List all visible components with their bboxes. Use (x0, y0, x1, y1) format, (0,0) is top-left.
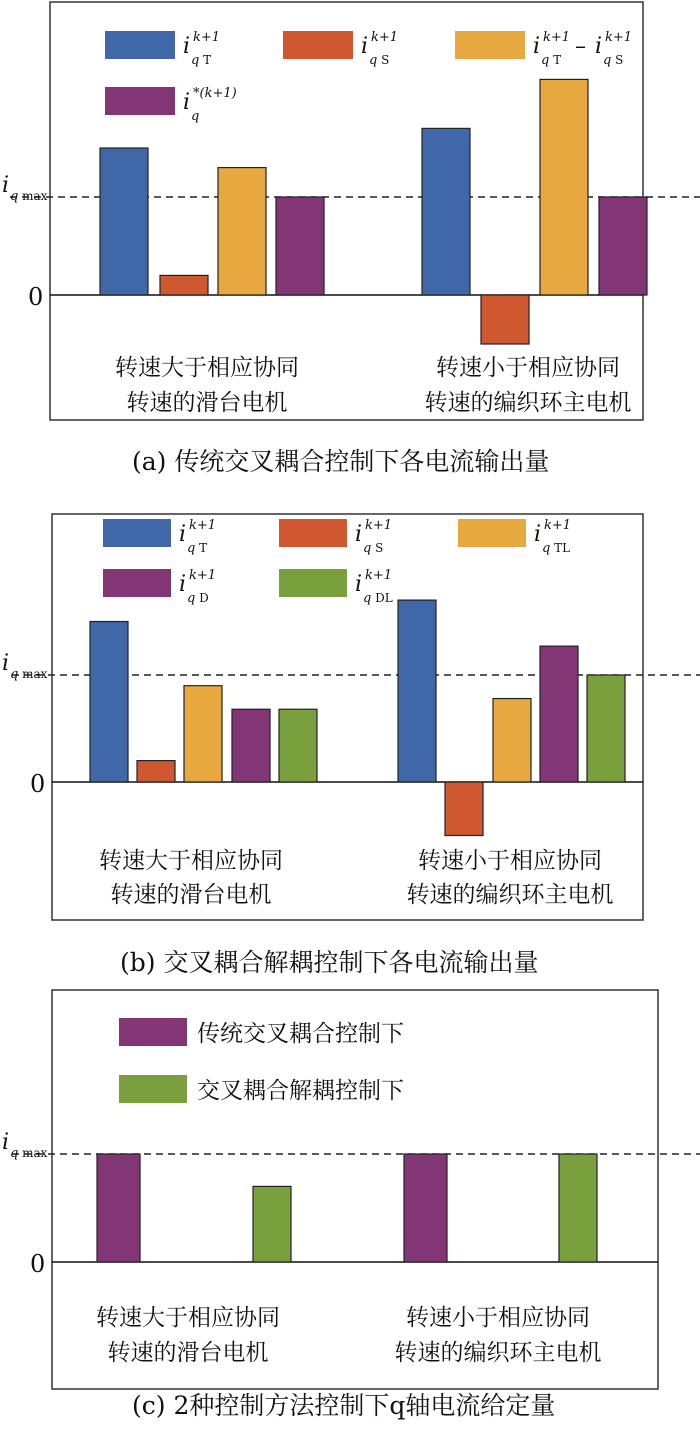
y-ref-sub-q: q (10, 667, 19, 682)
y-ref-sub-max: max (18, 189, 48, 203)
legend-math-sub (363, 591, 393, 606)
bar-blue-group1 (100, 148, 148, 295)
legend-minus: – (575, 34, 586, 59)
panel-caption: (c) 2种控制方法控制下q轴电流给定量 (132, 1391, 556, 1420)
legend-math-sup: k+1 (371, 30, 399, 45)
legend-math-sub (187, 541, 207, 556)
legend-math2-base: i (595, 34, 603, 59)
bar-purple-group1 (276, 197, 324, 295)
bar-orange-group1 (218, 168, 266, 295)
legend-math-sub (542, 541, 570, 556)
legend-math-sup: *(k+1) (193, 86, 237, 101)
bar-purple-group2 (404, 1154, 447, 1262)
legend-swatch-orange (455, 31, 525, 59)
legend-math-sub-var: q (542, 541, 551, 556)
group-label-line1: 转速大于相应协同 (115, 355, 299, 381)
bar-green-group1 (279, 709, 317, 782)
bar-orange-group2 (540, 79, 588, 295)
legend-math-sub (541, 53, 561, 68)
legend-math-base: i (179, 572, 187, 597)
y-ref-sub-max: max (18, 667, 48, 681)
y-ref-sub-q: q (10, 1146, 19, 1161)
y-ref-label-sub (10, 1146, 48, 1161)
bar-purple-group1 (97, 1154, 140, 1262)
legend-math-sub-txt: TL (550, 541, 571, 555)
group-label-line1: 转速小于相应协同 (406, 1305, 590, 1331)
bar-green-group2 (587, 675, 625, 782)
legend-math-base: i (179, 522, 187, 547)
legend-math-sub-txt: S (377, 53, 390, 67)
legend-math-sub-txt: DL (371, 591, 393, 605)
bar-orange-group1 (184, 686, 222, 782)
legend-math-sub-var: q (187, 591, 196, 606)
legend-swatch-blue (105, 31, 175, 59)
legend-math-sup: k+1 (189, 518, 217, 533)
legend-entry (119, 1075, 404, 1104)
legend-math-sup: k+1 (365, 568, 393, 583)
group-label-line1: 转速小于相应协同 (418, 848, 602, 874)
legend-entry (105, 30, 220, 68)
legend-math-sub-var: q (541, 53, 550, 68)
legend-math-sub-txt: D (195, 591, 209, 605)
legend-math-sub-var: q (191, 109, 200, 124)
group-label-line1: 转速小于相应协同 (436, 355, 620, 381)
group-label-line1: 转速大于相应协同 (96, 1305, 280, 1331)
legend-math-base: i (355, 522, 363, 547)
legend-math-sup: k+1 (543, 30, 571, 45)
bar-red-group1 (160, 275, 208, 295)
y-ref-label-sub (10, 667, 48, 682)
legend-entry (279, 568, 393, 606)
legend-label: 交叉耦合解耦控制下 (197, 1078, 404, 1104)
legend-math-base: i (183, 90, 191, 115)
legend-swatch-red (279, 519, 347, 547)
legend-entry (119, 1018, 404, 1047)
legend-swatch-red (283, 31, 353, 59)
bar-purple-group2 (540, 646, 578, 782)
legend-math-sub-var: q (187, 541, 196, 556)
y-ref-sub-q: q (10, 189, 19, 204)
legend-math-base: i (361, 34, 369, 59)
legend-math-sub (191, 109, 199, 124)
legend-math-sub (363, 541, 383, 556)
legend-math2-sub (603, 53, 623, 68)
legend-math2-sub-txt: S (611, 53, 624, 67)
legend-label: 传统交叉耦合控制下 (197, 1021, 404, 1047)
y-ref-label-i: i (2, 173, 10, 198)
panel-caption: (b) 交叉耦合解耦控制下各电流输出量 (120, 948, 539, 977)
legend-math-sub-var: q (369, 53, 378, 68)
chart-panel-b (2, 514, 700, 977)
group-label-line2: 转速的滑台电机 (110, 882, 272, 908)
legend-math-sub (191, 53, 211, 68)
chart-panel-c (2, 990, 700, 1420)
legend-math-sub-var: q (363, 541, 372, 556)
legend-entry (455, 30, 632, 68)
y-tick-zero: 0 (30, 1250, 46, 1278)
legend-math-sup: k+1 (365, 518, 393, 533)
panel-caption: (a) 传统交叉耦合控制下各电流输出量 (132, 447, 550, 476)
y-tick-zero: 0 (28, 283, 44, 311)
bar-green-group2 (559, 1154, 597, 1262)
bar-blue-group2 (398, 600, 436, 782)
y-ref-label-i: i (2, 651, 10, 676)
bar-blue-group2 (422, 128, 470, 295)
bar-purple-group1 (232, 709, 270, 782)
legend-math-sub (369, 53, 389, 68)
legend-math-base: i (355, 572, 363, 597)
legend-entry (103, 568, 216, 606)
legend-swatch-green (119, 1075, 187, 1103)
legend-math-sub (187, 591, 209, 606)
legend-math-base: i (183, 34, 191, 59)
legend-math-sup: k+1 (544, 518, 572, 533)
legend-math2-sub-var: q (603, 53, 612, 68)
legend-entry (283, 30, 398, 68)
bar-red-group2 (481, 295, 529, 344)
legend-math-sub-var: q (191, 53, 200, 68)
legend-math2-sup: k+1 (605, 30, 633, 45)
bar-green-group1 (253, 1186, 291, 1262)
legend-math-sub-txt: T (199, 53, 212, 67)
y-ref-label-sub (10, 189, 48, 204)
legend-entry (279, 518, 392, 556)
legend-entry (105, 86, 237, 124)
chart-panel-a (2, 2, 700, 476)
group-label-line2: 转速的编织环主电机 (424, 390, 632, 416)
legend-swatch-purple (119, 1018, 187, 1046)
legend-math-sup: k+1 (189, 568, 217, 583)
group-label-line2: 转速的编织环主电机 (406, 882, 614, 908)
bar-red-group1 (137, 761, 175, 782)
group-label-line1: 转速大于相应协同 (99, 848, 283, 874)
bar-orange-group2 (493, 699, 531, 782)
legend-math-sub-var: q (363, 591, 372, 606)
legend-math-base: i (534, 522, 542, 547)
bar-red-group2 (445, 782, 483, 836)
legend-swatch-orange (458, 519, 526, 547)
y-tick-zero: 0 (30, 770, 46, 798)
legend-entry (458, 518, 571, 556)
legend-swatch-purple (103, 569, 171, 597)
legend-math-sub-txt: T (195, 541, 208, 555)
bar-blue-group1 (90, 622, 128, 783)
legend-math-sub-txt: S (371, 541, 384, 555)
legend-math-sub-txt: T (549, 53, 562, 67)
legend-entry (103, 518, 216, 556)
legend-swatch-green (279, 569, 347, 597)
y-ref-label-i: i (2, 1130, 10, 1155)
group-label-line2: 转速的滑台电机 (126, 390, 288, 416)
group-label-line2: 转速的滑台电机 (107, 1340, 269, 1366)
legend-math-base: i (533, 34, 541, 59)
bar-purple-group2 (599, 197, 647, 295)
legend-swatch-blue (103, 519, 171, 547)
y-ref-sub-max: max (18, 1146, 48, 1160)
group-label-line2: 转速的编织环主电机 (394, 1340, 602, 1366)
legend-math-sup: k+1 (193, 30, 221, 45)
legend-swatch-purple (105, 87, 175, 115)
